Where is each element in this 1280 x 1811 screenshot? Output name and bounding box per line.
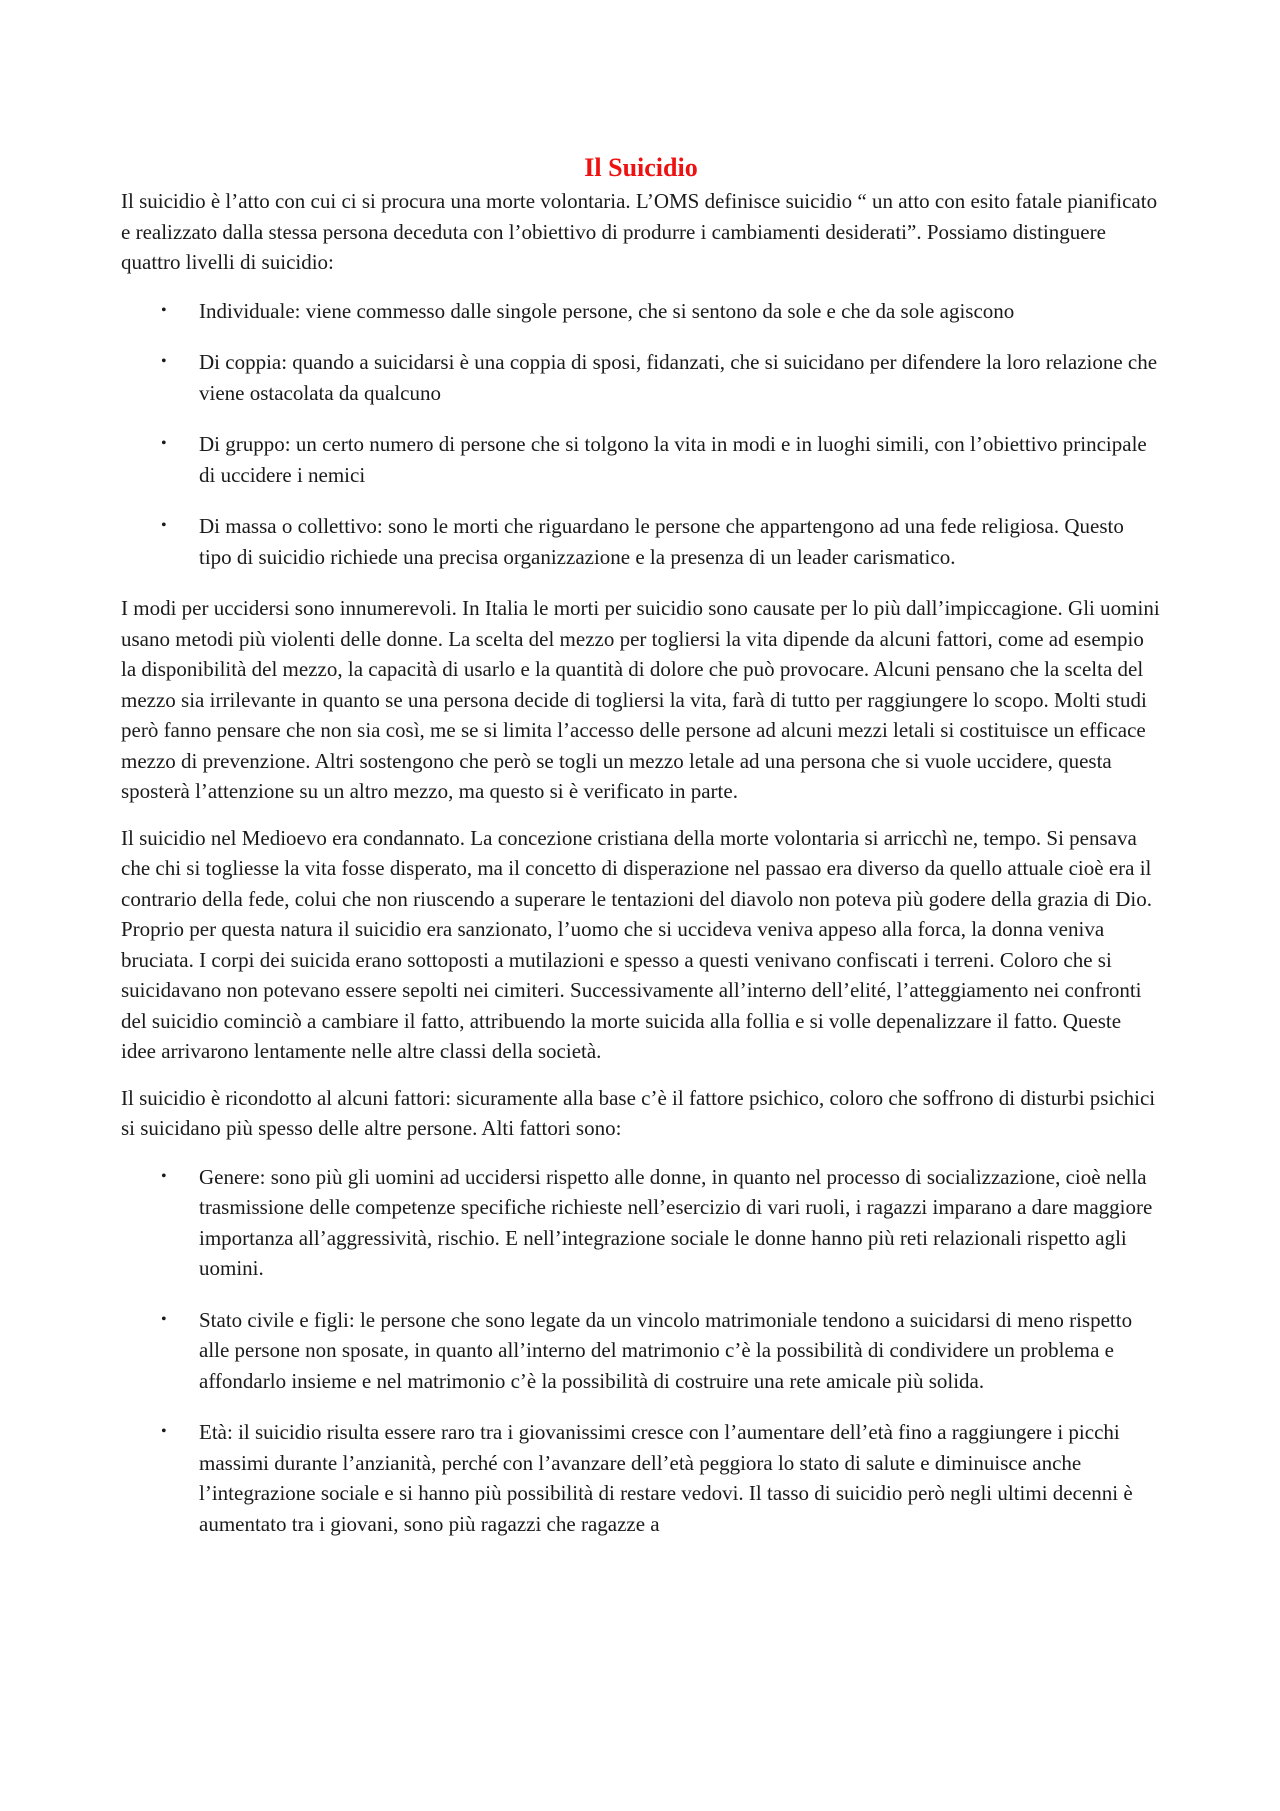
risk-factors-list xyxy=(121,1162,1161,1540)
factors-paragraph: Il suicidio è ricondotto al alcuni fattori: sicuramente alla base c’è il fattore psichico, coloro che soffrono di disturbi psichici si suicidano più spesso delle altre persone. Alti fattori sono: xyxy=(121,1085,1156,1140)
bullet-icon: • xyxy=(161,1423,167,1440)
bullet-icon: • xyxy=(161,1310,167,1328)
list-item xyxy=(121,1305,1161,1397)
list-item xyxy=(121,296,1161,327)
list-item-text: Genere: sono più gli uomini ad uccidersi rispetto alle donne, in quanto nel processo di socializzazione, cioè nella trasmissione delle competenze specifiche richieste nell’esercizio di vari ruoli, i ragazzi imparano a dare maggiore importanza all’aggressività, rischio. E nell’integrazione sociale le donne hanno più reti relazionali rispetto agli uomini. xyxy=(199,1164,1153,1280)
list-item-text: Stato civile e figli: le persone che sono legate da un vincolo matrimoniale tendono a suicidarsi di meno rispetto alle persone non sposate, in quanto all’interno del matrimonio c’è la possibilità di condividere un problema e affondarlo insieme e nel matrimonio c’è la possibilità di costruire una rete amicale più solida. xyxy=(199,1307,1133,1393)
list-item xyxy=(121,429,1161,490)
suicide-levels-list xyxy=(121,296,1161,573)
list-item xyxy=(121,1162,1161,1284)
list-item xyxy=(121,511,1161,572)
bullet-icon: • xyxy=(161,517,167,534)
document-title: Il Suicidio xyxy=(584,153,698,182)
list-item-text: Età: il suicidio risulta essere raro tra i giovanissimi cresce con l’aumentare dell’età fino a raggiungere i picchi massimi durante l’anzianità, perché con l’avanzare dell’età peggiora lo stato di salute e diminuisce anche l’integrazione sociale e si hanno più possibilità di restare vedovi. Il tasso di suicidio però negli ultimi decenni è aumentato tra i giovani, sono più ragazzi che ragazze a xyxy=(199,1420,1133,1536)
methods-paragraph: I modi per uccidersi sono innumerevoli. In Italia le morti per suicidio sono causate per lo più dall’impiccagione. Gli uomini usano metodi più violenti delle donne. La scelta del mezzo per togliersi la vita dipende da alcuni fattori, come ad esempio la disponibilità del mezzo, la capacità di usarlo e la quantità di dolore che può provocare. Alcuni pensano che la scelta del mezzo sia irrilevante in quanto se una persona decide di togliersi la vita, farà di tutto per raggiungere lo scopo. Molti studi però fanno pensare che non sia così, me se si limita l’accesso delle persone ad alcuni mezzi letali si costituisce un efficace mezzo di prevenzione. Altri sostengono che però se togli un mezzo letale ad una persona che si vuole uccidere, questa sposterà l’attenzione su un altro mezzo, ma questo si è verificato in parte. xyxy=(121,596,1160,803)
list-item xyxy=(121,347,1161,408)
intro-paragraph: Il suicidio è l’atto con cui ci si procura una morte volontaria. L’OMS definisce suicidio “ un atto con esito fatale pianificato e realizzato dalla stessa persona deceduta con l’obiettivo di produrre i cambiamenti desiderati”. Possiamo distinguere quattro livelli di suicidio: xyxy=(121,189,1158,274)
list-item-text: Individuale: viene commesso dalle singole persone, che si sentono da sole e che da sole agiscono xyxy=(199,298,1015,323)
bullet-icon: • xyxy=(161,1167,167,1185)
list-item xyxy=(121,1417,1161,1539)
list-item-text: Di gruppo: un certo numero di persone che si tolgono la vita in modi e in luoghi simili, con l’obiettivo principale di uccidere i nemici xyxy=(199,432,1147,487)
history-paragraph: Il suicidio nel Medioevo era condannato. La concezione cristiana della morte volontaria si arricchì ne, tempo. Si pensava che chi si togliesse la vita fosse disperato, ma il concetto di disperazione nel passao era diverso da quello attuale cioè era il contrario della fede, colui che non riuscendo a superare le tentazioni del diavolo non poteva più godere della grazia di Dio. Proprio per questa natura il suicidio era sanzionato, l’uomo che si uccideva veniva appeso alla forca, la donna veniva bruciata. I corpi dei suicida erano sottoposti a mutilazioni e spesso a questi venivano confiscati i terreni. Coloro che si suicidavano non potevano essere sepolti nei cimiteri. Successivamente all’interno dell’elité, l’atteggiamento nei confronti del suicidio cominciò a cambiare il fatto, attribuendo la morte suicida alla follia e si volle depenalizzare il fatto. Queste idee arrivarono lentamente nelle altre classi della società. xyxy=(121,825,1152,1063)
bullet-icon: • xyxy=(161,435,167,452)
list-item-text: Di massa o collettivo: sono le morti che riguardano le persone che appartengono ad una fede religiosa. Questo tipo di suicidio richiede una precisa organizzazione e la presenza di un leader carismatico. xyxy=(199,514,1124,569)
bullet-icon: • xyxy=(161,353,167,370)
document-body xyxy=(121,150,1161,1560)
bullet-icon: • xyxy=(161,301,167,319)
list-item-text: Di coppia: quando a suicidarsi è una coppia di sposi, fidanzati, che si suicidano per difendere la loro relazione che viene ostacolata da qualcuno xyxy=(199,350,1158,405)
